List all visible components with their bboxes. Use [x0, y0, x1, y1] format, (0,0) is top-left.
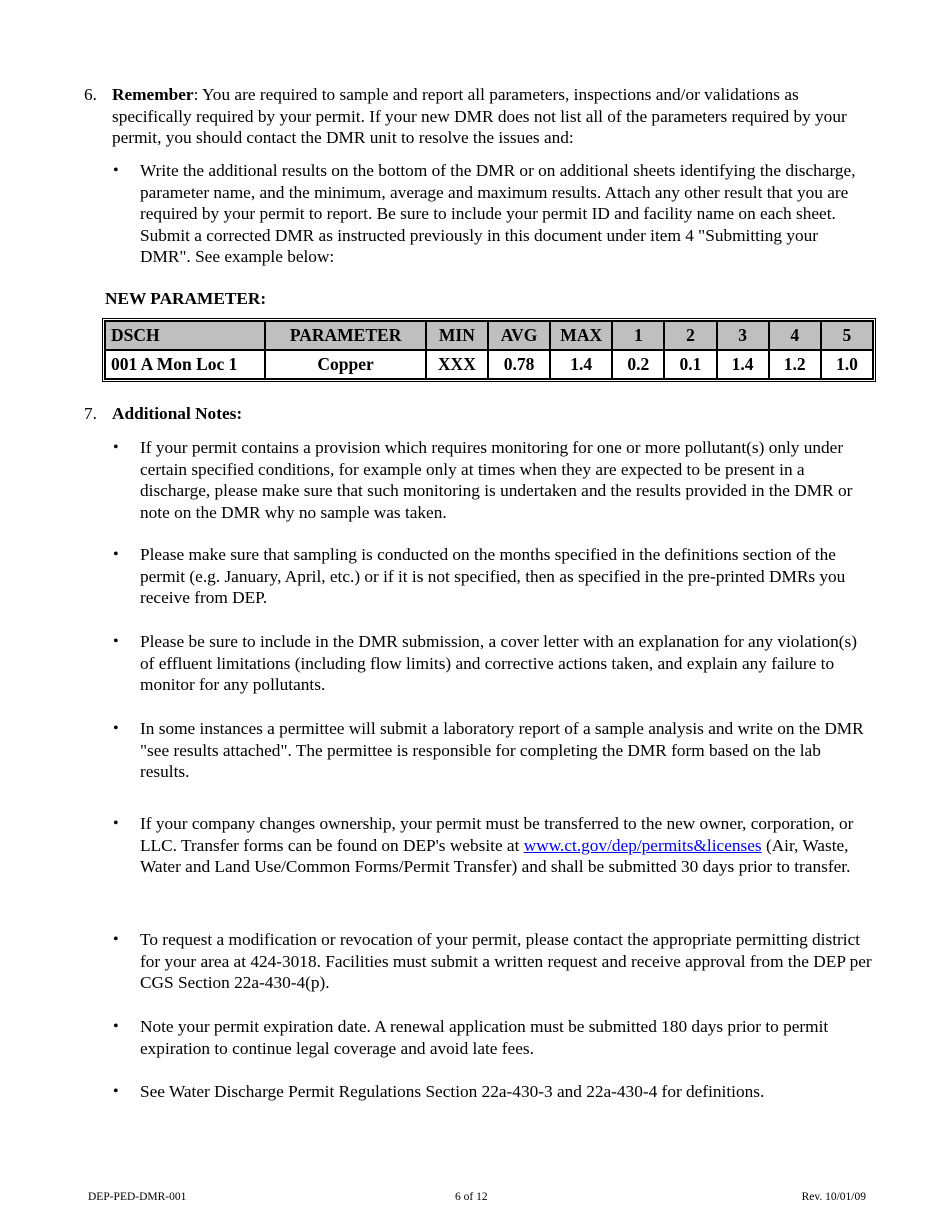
transfer-text-before: If your company changes ownership, your permit must be transferred to the new owner, corporation, or LLC. Transfer forms can be found on DEP's website at [140, 814, 854, 855]
cell-2: 0.1 [664, 350, 716, 379]
cell-4: 1.2 [769, 350, 821, 379]
new-parameter-table [102, 318, 876, 382]
bullet-text: See Water Discharge Permit Regulations Section 22a-430-3 and 22a-430-4 for definitions. [140, 1082, 765, 1101]
bullet-icon: • [113, 1018, 119, 1035]
new-parameter-label: NEW PARAMETER: [105, 289, 267, 308]
note-bullet [113, 437, 873, 523]
transfer-bullet [113, 813, 873, 878]
cell-max: 1.4 [550, 350, 612, 379]
bullet-text: To request a modification or revocation of your permit, please contact the appropriate permitting district for your area at 424-3018. Facilities must submit a written request and receive approval from the DEP per CGS Section 22a-430-4(p). [140, 930, 872, 992]
bullet-icon: • [113, 815, 119, 832]
header-4: 4 [769, 321, 821, 350]
bullet-icon: • [113, 546, 119, 563]
bullet-icon: • [113, 1083, 119, 1100]
cell-min: XXX [426, 350, 488, 379]
note-bullet [113, 929, 873, 994]
note-bullet [113, 718, 873, 783]
item-6-bullet [113, 160, 873, 268]
header-max: MAX [550, 321, 612, 350]
bullet-text: Write the additional results on the bottom of the DMR or on additional sheets identifying the discharge, parameter name, and the minimum, average and maximum results. Attach any other result that you are required by your permit to report. Be sure to include your permit ID and facility name on each sheet. Submit a corrected DMR as instructed previously in this document under item 4 "Submitting your DMR". See example below: [140, 161, 856, 266]
note-bullet [113, 1081, 873, 1103]
item-number: 7. [84, 404, 97, 423]
note-bullet [113, 1016, 873, 1059]
cell-avg: 0.78 [488, 350, 550, 379]
header-1: 1 [612, 321, 664, 350]
footer-revision: Rev. 10/01/09 [801, 1191, 866, 1203]
bullet-icon: • [113, 720, 119, 737]
bullet-text: In some instances a permittee will submit a laboratory report of a sample analysis and write on the DMR "see results attached". The permittee is responsible for completing the DMR form based on the lab results. [140, 719, 864, 781]
transfer-text-after: (Air, Waste, Water and Land Use/Common Forms/Permit Transfer) and shall be submitted 30 days prior to transfer. [140, 835, 851, 876]
additional-notes-title: Additional Notes: [112, 404, 243, 423]
item-6-body: : You are required to sample and report all parameters, inspections and/or validations as specifically required by your permit. If your new DMR does not list all of the parameters required by your permit, you should contact the DMR unit to resolve the issues and: [112, 85, 847, 147]
bullet-icon: • [113, 162, 119, 179]
item-7 [84, 403, 874, 425]
item-number: 6. [84, 85, 97, 104]
header-parameter: PARAMETER [265, 321, 425, 350]
cell-3: 1.4 [717, 350, 769, 379]
bullet-icon: • [113, 439, 119, 456]
header-2: 2 [664, 321, 716, 350]
cell-1: 0.2 [612, 350, 664, 379]
header-min: MIN [426, 321, 488, 350]
cell-parameter: Copper [265, 350, 425, 379]
cell-dsch: 001 A Mon Loc 1 [105, 350, 265, 379]
note-bullet [113, 631, 873, 696]
footer-form-id: DEP-PED-DMR-001 [88, 1191, 187, 1203]
bullet-icon: • [113, 633, 119, 650]
table-row [105, 350, 873, 379]
dep-permits-link[interactable]: www.ct.gov/dep/permits&licenses [523, 835, 762, 855]
item-6-text [112, 84, 874, 149]
header-dsch: DSCH [105, 321, 265, 350]
bullet-text [140, 813, 873, 878]
cell-5: 1.0 [821, 350, 873, 379]
table-header-row [105, 321, 873, 350]
header-3: 3 [717, 321, 769, 350]
header-5: 5 [821, 321, 873, 350]
bullet-text: Please be sure to include in the DMR submission, a cover letter with an explanation for any violation(s) of effluent limitations (including flow limits) and corrective actions taken, and explain any failure to monitor for any pollutants. [140, 632, 858, 694]
note-bullet [113, 544, 873, 609]
bullet-icon: • [113, 931, 119, 948]
bullet-text: If your permit contains a provision which requires monitoring for one or more pollutant(s) only under certain specified conditions, for example only at times when they are expected to be present in a discharge, please make sure that such monitoring is undertaken and the results provided in the DMR or note on the DMR why no sample was taken. [140, 438, 853, 522]
bullet-text: Note your permit expiration date. A renewal application must be submitted 180 days prior to permit expiration to continue legal coverage and avoid late fees. [140, 1017, 829, 1058]
footer-page-number: 6 of 12 [455, 1191, 488, 1203]
header-avg: AVG [488, 321, 550, 350]
bullet-text: Please make sure that sampling is conducted on the months specified in the definitions section of the permit (e.g. January, April, etc.) or if it is not specified, then as specified in the pre-printed DMRs you receive from DEP. [140, 545, 846, 607]
remember-label: Remember [112, 85, 194, 104]
item-6 [84, 84, 874, 149]
